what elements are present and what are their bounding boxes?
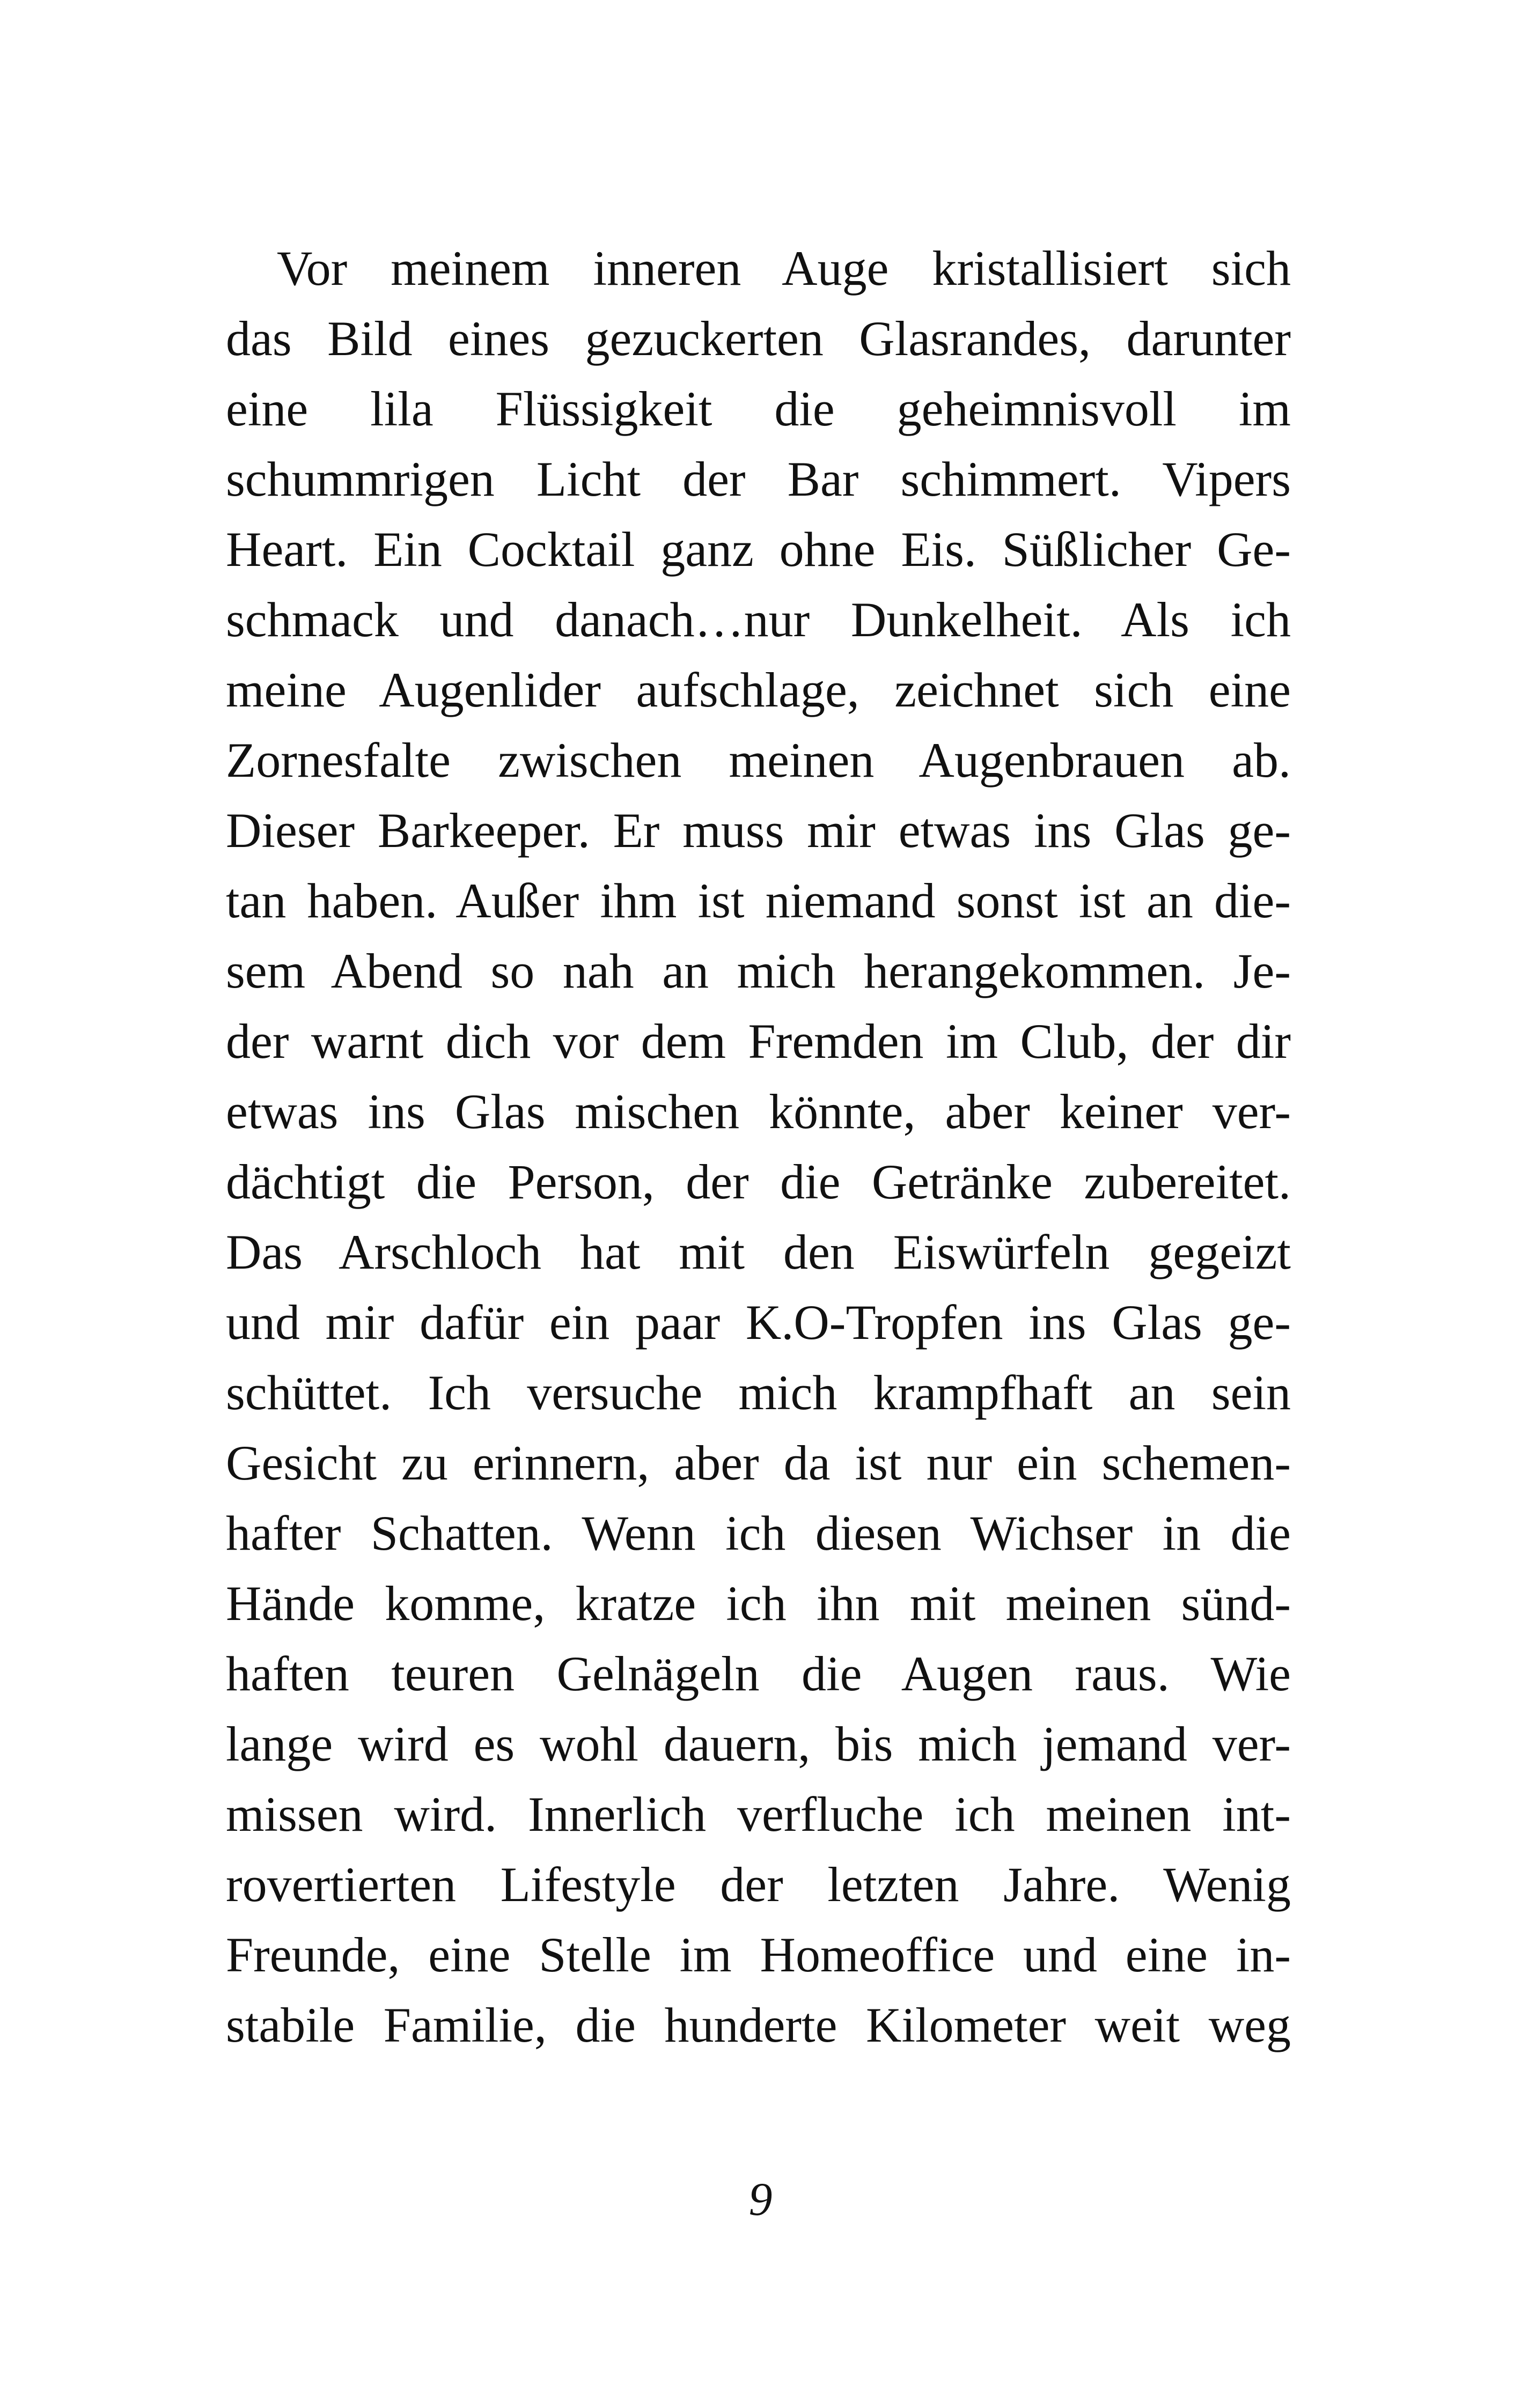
text-line: schüttet. Ich versuche mich krampfhaft an sein [226,1365,1291,1420]
text-line: schummrigen Licht der Bar schimmert. Vipers [226,452,1291,506]
page-number: 9 [748,2174,773,2226]
text-line: sem Abend so nah an mich herangekommen. Je- [226,944,1291,998]
text-line: der warnt dich vor dem Fremden im Club, der dir [226,1014,1291,1069]
text-line: Zornesfalte zwischen meinen Augenbrauen ab. [226,733,1291,787]
text-line: und mir dafür ein paar K.O-Tropfen ins Glas ge- [226,1295,1291,1350]
text-line: dächtigt die Person, der die Getränke zubereitet. [226,1154,1291,1209]
text-line: rovertierten Lifestyle der letzten Jahre. Wenig [226,1857,1291,1912]
text-line: Freunde, eine Stelle im Homeoffice und eine in- [226,1927,1291,1982]
text-line: das Bild eines gezuckerten Glasrandes, darunter [226,311,1291,366]
text-line: Gesicht zu erinnern, aber da ist nur ein schemen- [226,1435,1291,1490]
text-line: lange wird es wohl dauern, bis mich jemand ver- [226,1717,1291,1771]
text-line: schmack und danach…nur Dunkelheit. Als ich [226,592,1291,647]
text-line: missen wird. Innerlich verfluche ich meinen int- [226,1787,1291,1842]
body-text [226,233,1291,2060]
text-line: etwas ins Glas mischen könnte, aber keiner ver- [226,1084,1291,1139]
text-line: haften teuren Gelnägeln die Augen raus. Wie [226,1646,1291,1701]
text-line: meine Augenlider aufschlage, zeichnet sich eine [226,662,1291,717]
text-line: Vor meinem inneren Auge kristallisiert sich [277,241,1291,296]
text-line: hafter Schatten. Wenn ich diesen Wichser in die [226,1506,1291,1560]
text-line: stabile Familie, die hunderte Kilometer weit weg [226,1998,1291,2052]
text-line: tan haben. Außer ihm ist niemand sonst ist an die- [226,873,1291,928]
text-line: Dieser Barkeeper. Er muss mir etwas ins Glas ge- [226,803,1291,858]
text-line: Heart. Ein Cocktail ganz ohne Eis. Süßlicher Ge- [226,522,1291,577]
text-line: eine lila Flüssigkeit die geheimnisvoll im [226,381,1291,436]
text-line: Hände komme, kratze ich ihn mit meinen sünd- [226,1576,1291,1631]
text-line: Das Arschloch hat mit den Eiswürfeln gegeizt [226,1225,1291,1279]
